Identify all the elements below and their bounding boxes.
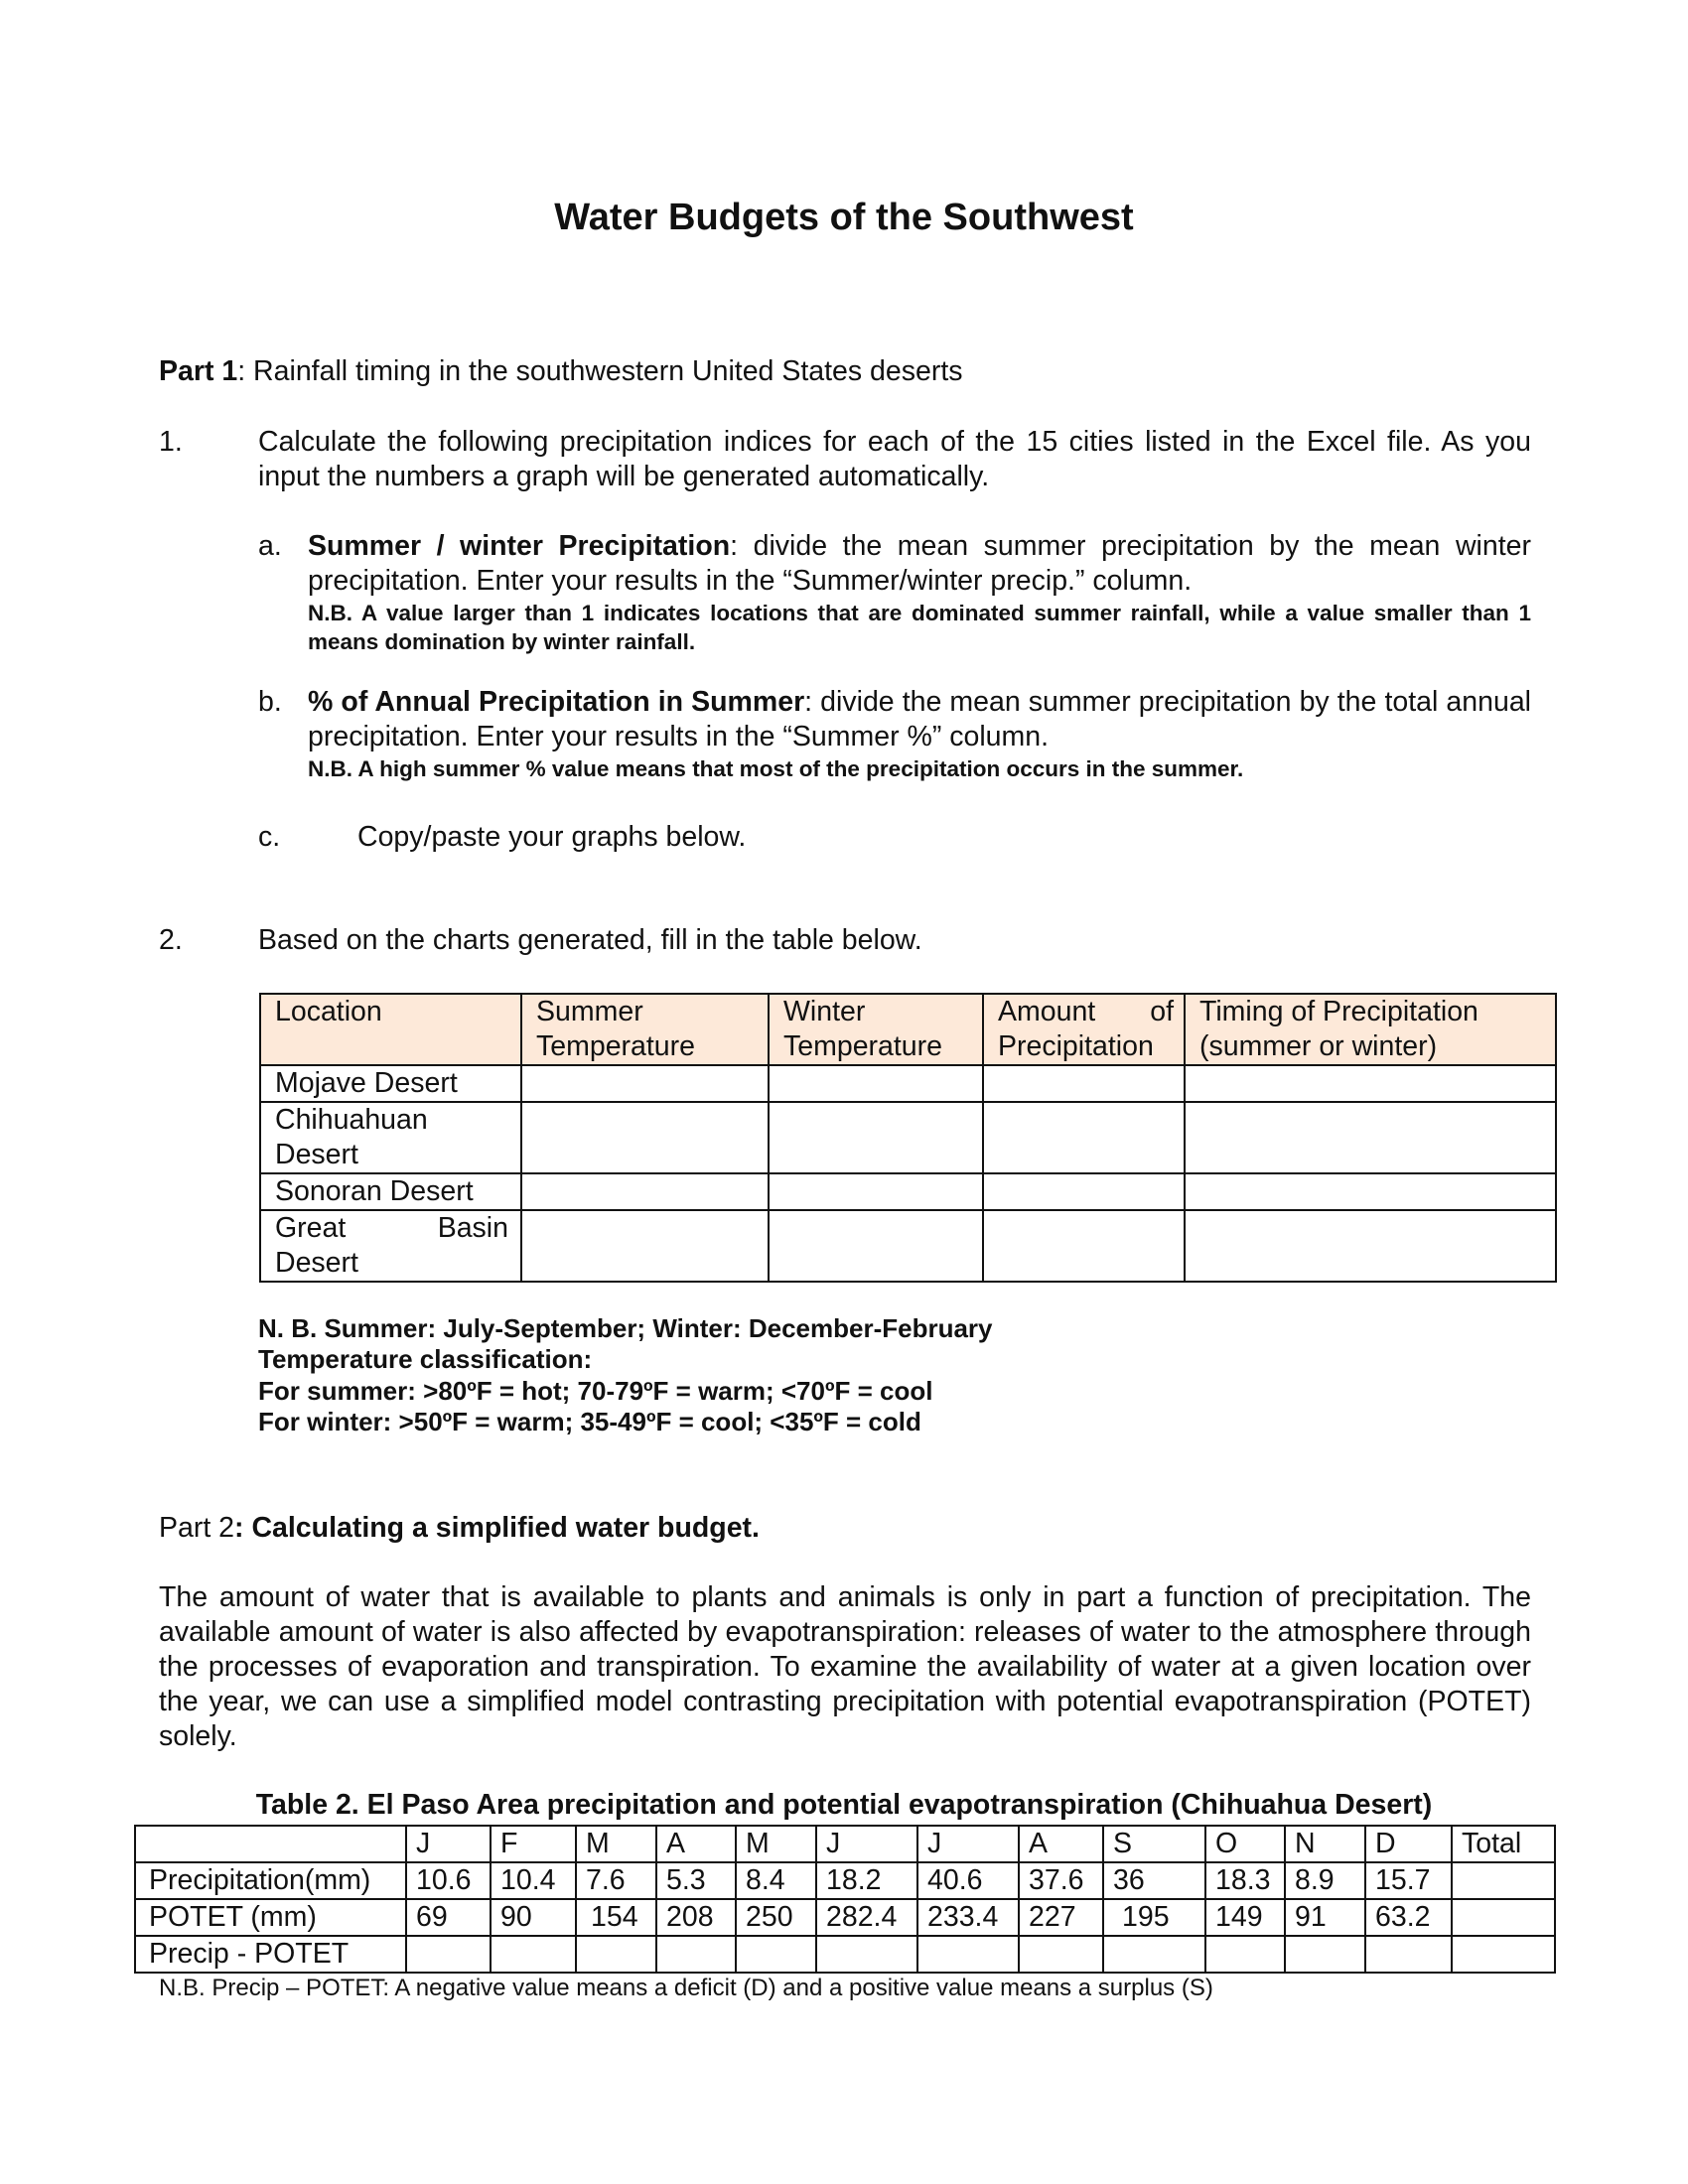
- value-cell: 149: [1205, 1899, 1285, 1936]
- winter-temperature-input[interactable]: [769, 1102, 983, 1173]
- q2-number: 2.: [159, 924, 183, 956]
- summer-classification-note: For summer: >80ºF = hot; 70-79ºF = warm; <70ºF = cool: [258, 1376, 933, 1406]
- difference-input[interactable]: [656, 1936, 736, 1973]
- value-cell: 7.6: [576, 1862, 656, 1899]
- value-cell: 208: [656, 1899, 736, 1936]
- value-cell: 282.4: [816, 1899, 917, 1936]
- part2-heading-text: : Calculating a simplified water budget.: [234, 1512, 760, 1544]
- value-cell: 63.2: [1365, 1899, 1452, 1936]
- value-cell: 154: [576, 1899, 656, 1936]
- difference-input[interactable]: [406, 1936, 491, 1973]
- summer-temperature-input[interactable]: [521, 1173, 769, 1210]
- part2-paragraph: The amount of water that is available to plants and animals is only in part a function of precipitation. The available amount of water is also affected by evapotranspiration: releases of water to the atmosphere through the processes of evaporation and transpiration. To examine the availability of water at a given location over the year, we can use a simplified model contrasting precipitation with potential evapotranspiration (POTET) solely.: [159, 1581, 1531, 1752]
- value-cell: 250: [736, 1899, 816, 1936]
- table2-note: N.B. Precip – POTET: A negative value means a deficit (D) and a positive value means a surplus (S): [159, 1975, 1213, 2001]
- value-cell: 69: [406, 1899, 491, 1936]
- total-input[interactable]: [1452, 1936, 1555, 1973]
- difference-input[interactable]: [1365, 1936, 1452, 1973]
- potet-row: [135, 1899, 1555, 1936]
- precip-minus-potet-row: [135, 1936, 1555, 1973]
- season-definition-note: N. B. Summer: July-September; Winter: December-February: [258, 1313, 993, 1343]
- amount-of-precipitation-input[interactable]: [983, 1102, 1185, 1173]
- value-cell: 233.4: [917, 1899, 1019, 1936]
- part2-heading: [159, 1511, 760, 1546]
- value-cell: 227: [1019, 1899, 1103, 1936]
- winter-temperature-input[interactable]: [769, 1210, 983, 1282]
- corner-cell: [135, 1826, 406, 1862]
- header-amount-of-precipitation: Amount of Precipitation: [983, 994, 1185, 1065]
- month-header-oct: O: [1205, 1826, 1285, 1862]
- value-cell: 40.6: [917, 1862, 1019, 1899]
- month-header-apr: A: [656, 1826, 736, 1862]
- winter-temperature-input[interactable]: [769, 1173, 983, 1210]
- row-label: POTET (mm): [135, 1899, 406, 1936]
- value-cell: 37.6: [1019, 1862, 1103, 1899]
- difference-input[interactable]: [1019, 1936, 1103, 1973]
- amount-of-precipitation-input[interactable]: [983, 1210, 1185, 1282]
- month-header-may: M: [736, 1826, 816, 1862]
- value-cell: 195: [1103, 1899, 1205, 1936]
- table-row: [260, 1210, 1556, 1282]
- difference-input[interactable]: [1205, 1936, 1285, 1973]
- item-b-rest: : divide the mean summer precipitation by the total annual precipitation. Enter your results in the “Summer %” column.: [308, 686, 1531, 752]
- total-input[interactable]: [1452, 1862, 1555, 1899]
- month-header-nov: N: [1285, 1826, 1365, 1862]
- month-header-jan: J: [406, 1826, 491, 1862]
- timing-of-precipitation-input[interactable]: [1185, 1102, 1556, 1173]
- summer-temperature-input[interactable]: [521, 1210, 769, 1282]
- item-c-text: Copy/paste your graphs below.: [357, 821, 747, 853]
- precipitation-row: [135, 1862, 1555, 1899]
- temperature-classification-heading: Temperature classification:: [258, 1344, 593, 1374]
- item-b-text: [308, 685, 1531, 754]
- item-b-bold: % of Annual Precipitation in Summer: [308, 686, 805, 718]
- table-row: [260, 1065, 1556, 1102]
- header-winter-temperature: Winter Temperature: [769, 994, 983, 1065]
- q1-number: 1.: [159, 426, 183, 458]
- table-row: [260, 1173, 1556, 1210]
- total-input[interactable]: [1452, 1899, 1555, 1936]
- value-cell: 18.3: [1205, 1862, 1285, 1899]
- month-header-jul: J: [917, 1826, 1019, 1862]
- difference-input[interactable]: [1103, 1936, 1205, 1973]
- winter-temperature-input[interactable]: [769, 1065, 983, 1102]
- q2-text: Based on the charts generated, fill in the table below.: [258, 924, 922, 956]
- part1-heading-text: : Rainfall timing in the southwestern United States deserts: [237, 355, 963, 387]
- difference-input[interactable]: [491, 1936, 576, 1973]
- summer-temperature-input[interactable]: [521, 1065, 769, 1102]
- summer-temperature-input[interactable]: [521, 1102, 769, 1173]
- value-cell: 90: [491, 1899, 576, 1936]
- location-cell: Chihuahuan Desert: [260, 1102, 521, 1173]
- value-cell: 36: [1103, 1862, 1205, 1899]
- timing-of-precipitation-input[interactable]: [1185, 1065, 1556, 1102]
- value-cell: 15.7: [1365, 1862, 1452, 1899]
- location-cell: Mojave Desert: [260, 1065, 521, 1102]
- row-label: Precip - POTET: [135, 1936, 406, 1973]
- item-b-letter: b.: [258, 686, 282, 718]
- value-cell: 10.6: [406, 1862, 491, 1899]
- part1-heading: [159, 354, 963, 389]
- item-a-note: N.B. A value larger than 1 indicates locations that are dominated summer rainfall, while a value smaller than 1 means domination by winter rainfall.: [308, 601, 1531, 654]
- water-budget-table: [134, 1825, 1556, 1974]
- item-a-bold: Summer / winter Precipitation: [308, 530, 731, 562]
- difference-input[interactable]: [917, 1936, 1019, 1973]
- row-label: Precipitation(mm): [135, 1862, 406, 1899]
- value-cell: 91: [1285, 1899, 1365, 1936]
- item-a-rest: : divide the mean summer precipitation by the mean winter precipitation. Enter your results in the “Summer/winter precip.” column.: [308, 530, 1531, 597]
- location-cell: Sonoran Desert: [260, 1173, 521, 1210]
- value-cell: 18.2: [816, 1862, 917, 1899]
- month-header-dec: D: [1365, 1826, 1452, 1862]
- month-header-jun: J: [816, 1826, 917, 1862]
- value-cell: 5.3: [656, 1862, 736, 1899]
- table-header-row: [260, 994, 1556, 1065]
- item-a-letter: a.: [258, 530, 282, 562]
- item-b-note: N.B. A high summer % value means that most of the precipitation occurs in the summer.: [308, 756, 1244, 781]
- q1-text: Calculate the following precipitation indices for each of the 15 cities listed in the Excel file. As you input the numbers a graph will be generated automatically.: [258, 426, 1531, 492]
- month-header-aug: A: [1019, 1826, 1103, 1862]
- difference-input[interactable]: [816, 1936, 917, 1973]
- part2-label: Part 2: [159, 1512, 235, 1544]
- month-header-sep: S: [1103, 1826, 1205, 1862]
- item-a-text: [308, 529, 1531, 599]
- month-header-row: [135, 1826, 1555, 1862]
- value-cell: 10.4: [491, 1862, 576, 1899]
- difference-input[interactable]: [736, 1936, 816, 1973]
- difference-input[interactable]: [1285, 1936, 1365, 1973]
- amount-of-precipitation-input[interactable]: [983, 1065, 1185, 1102]
- part1-label: Part 1: [159, 355, 238, 387]
- table-row: [260, 1102, 1556, 1173]
- value-cell: 8.4: [736, 1862, 816, 1899]
- header-location: Location: [260, 994, 521, 1065]
- table2-title: Table 2. El Paso Area precipitation and potential evapotranspiration (Chihuahua Desert): [255, 1789, 1433, 1821]
- amount-of-precipitation-input[interactable]: [983, 1173, 1185, 1210]
- page-title: Water Budgets of the Southwest: [554, 197, 1134, 238]
- total-header: Total: [1452, 1826, 1555, 1862]
- timing-of-precipitation-input[interactable]: [1185, 1173, 1556, 1210]
- winter-classification-note: For winter: >50ºF = warm; 35-49ºF = cool; <35ºF = cold: [258, 1407, 921, 1436]
- header-summer-temperature: Summer Temperature: [521, 994, 769, 1065]
- location-cell: Great Basin Desert: [260, 1210, 521, 1282]
- value-cell: 8.9: [1285, 1862, 1365, 1899]
- month-header-feb: F: [491, 1826, 576, 1862]
- header-timing-of-precipitation: Timing of Precipitation (summer or winter): [1185, 994, 1556, 1065]
- month-header-mar: M: [576, 1826, 656, 1862]
- timing-of-precipitation-input[interactable]: [1185, 1210, 1556, 1282]
- desert-classification-table: [259, 993, 1557, 1283]
- item-c-letter: c.: [258, 821, 281, 853]
- difference-input[interactable]: [576, 1936, 656, 1973]
